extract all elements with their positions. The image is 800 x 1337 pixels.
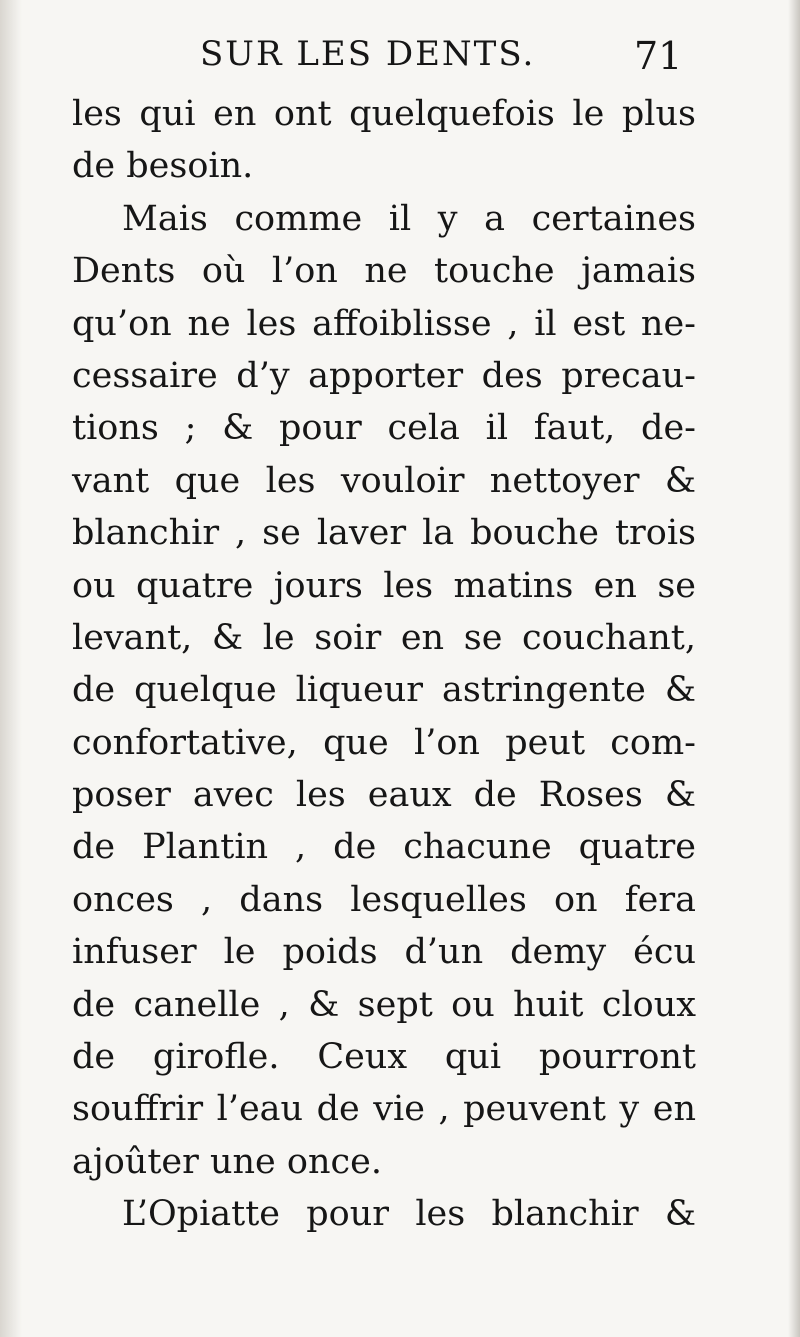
text-line: vant que les vouloir nettoyer & (72, 460, 696, 501)
page-edge-shadow-right (788, 0, 800, 1337)
text-line: confortative, que l’on peut com- (72, 722, 696, 763)
text-line: onces , dans lesquelles on fera (72, 879, 696, 920)
text-line: ou quatre jours les matins en se (72, 565, 696, 606)
running-head: SUR LES DENTS. (200, 34, 536, 74)
text-line: L’Opiatte pour les blanchir & (122, 1194, 696, 1235)
text-line: de canelle , & sept ou huit cloux (72, 984, 696, 1025)
text-line: souffrir l’eau de vie , peuvent y en (72, 1089, 696, 1130)
text-line: blanchir , se laver la bouche trois (72, 513, 696, 554)
text-line: Dents où l’on ne touche jamais (72, 251, 696, 292)
text-line: poser avec les eaux de Roses & (72, 775, 696, 816)
page-header (0, 28, 800, 88)
text-line: qu’on ne les affoiblisse , il est ne- (72, 303, 696, 344)
text-line: ajoûter une once. (72, 1141, 382, 1182)
text-line: cessaire d’y apporter des precau- (72, 355, 696, 396)
text-line: levant, & le soir en se couchant, (72, 617, 696, 658)
text-line: de girofle. Ceux qui pourront (72, 1037, 696, 1078)
text-line: de Plantin , de chacune quatre (72, 827, 696, 868)
page-number: 71 (634, 34, 683, 78)
text-line: tions ; & pour cela il faut, de- (72, 408, 696, 449)
text-line: infuser le poids d’un demy écu (72, 932, 696, 973)
text-line: Mais comme il y a certaines (122, 198, 696, 239)
text-line: les qui en ont quelquefois le plus (72, 94, 696, 134)
page-edge-shadow-left (0, 0, 22, 1337)
body-text (72, 88, 696, 1241)
text-line: de besoin. (72, 146, 254, 187)
text-line: de quelque liqueur astringente & (72, 670, 696, 711)
